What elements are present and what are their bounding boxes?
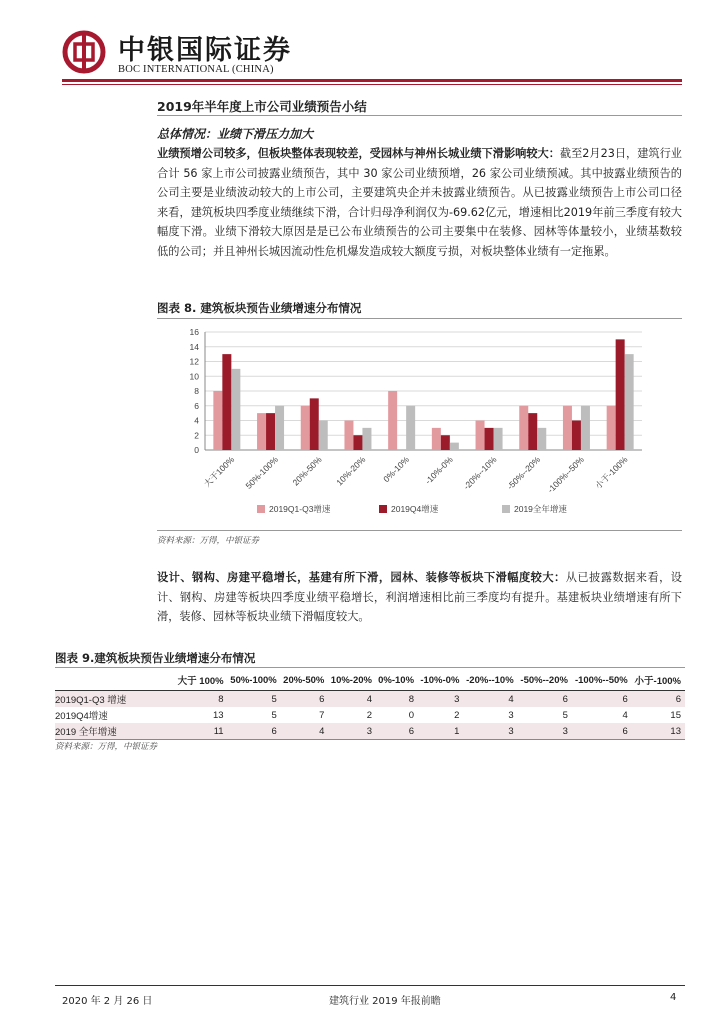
bar-q1q3 [476, 421, 485, 451]
table-cell: 4 [366, 693, 372, 705]
section-title: 2019年半年度上市公司业绩预告小结 [157, 99, 367, 114]
table-cell: 6 [562, 693, 568, 705]
table-header-cell: 50%-100% [230, 674, 277, 686]
figure8-bar-chart [157, 322, 682, 527]
x-category-label: 50%-100% [243, 454, 280, 491]
table-cell: 6 [675, 693, 681, 705]
table-cell: 6 [408, 725, 415, 737]
table-header-cell: -10%-0% [420, 674, 460, 686]
bar-full-year [231, 369, 240, 450]
y-tick-label: 4 [194, 415, 199, 426]
table-header-cell: -100%--50% [574, 674, 628, 686]
x-category-label: -10%-0% [422, 454, 455, 487]
chart-legend [257, 504, 567, 514]
bar-q1q3 [519, 406, 528, 450]
bar-q4 [441, 435, 450, 450]
bar-q1q3 [344, 421, 353, 451]
bar-q1q3 [213, 391, 222, 450]
y-tick-label: 12 [189, 356, 199, 367]
y-tick-label: 8 [194, 386, 199, 396]
bar-q4 [222, 354, 231, 450]
table-cell: 15 [670, 709, 681, 721]
table-cell: 2 [454, 709, 460, 721]
bar-full-year [362, 428, 371, 450]
chart-x-axis [202, 454, 630, 495]
bar-q1q3 [257, 413, 266, 450]
legend-swatch [502, 505, 510, 513]
figure8-top-rule [157, 318, 682, 319]
table-header-cell: 10%-20% [330, 674, 372, 686]
table-cell: 8 [408, 693, 415, 705]
table-row [55, 691, 685, 708]
figure8-source: 资料来源：万得，中银证券 [157, 536, 260, 546]
y-tick-label: 0 [194, 445, 199, 455]
bar-full-year [625, 354, 634, 450]
paragraph-segments-body: 从已披露数据来看，设计、钢构、房建等板块四季度业绩平稳增长，利润增速相比前三季度均有提升。基建板块业绩增速有所下滑，装修、园林等板块业绩下滑幅度较大。 [157, 571, 682, 623]
table-cell: 3 [454, 693, 460, 705]
table-header-row [55, 670, 685, 691]
table-cell: 6 [622, 693, 628, 705]
bar-q1q3 [432, 428, 441, 450]
footer-report-title: 建筑行业 2019 年报前瞻 [329, 996, 441, 1007]
paragraph-segments-lead: 设计、钢构、房建平稳增长，基建有所下滑，园林、装修等板块下滑幅度较大： [157, 571, 566, 584]
legend-swatch [379, 505, 387, 513]
bar-full-year [319, 421, 328, 451]
header-divider [62, 79, 682, 82]
bar-q4 [353, 435, 362, 450]
table-cell: 5 [271, 709, 277, 721]
bar-q4 [616, 339, 625, 450]
legend-swatch [257, 505, 265, 513]
table-cell: 13 [670, 725, 681, 737]
y-tick-label: 6 [194, 400, 199, 411]
table-cell: 4 [622, 709, 628, 721]
table-cell: 5 [271, 693, 277, 705]
table-cell: 2 [366, 709, 372, 721]
y-tick-label: 16 [189, 327, 199, 337]
bar-q4 [572, 421, 581, 451]
table-header-cell: -50%--20% [520, 674, 568, 686]
boc-logo-icon [62, 30, 106, 74]
legend-label: 2019全年增速 [514, 504, 567, 514]
table-header-cell: 大于 100% [177, 676, 224, 687]
table-cell: 5 [562, 709, 568, 721]
bar-q4 [310, 398, 319, 450]
bar-full-year [406, 406, 415, 450]
table-row [55, 707, 685, 723]
paragraph-overview-lead: 业绩预增公司较多，但板块整体表现较差，受园林与神州长城业绩下滑影响较大： [157, 147, 560, 160]
y-tick-label: 2 [194, 430, 199, 441]
bar-q4 [485, 428, 494, 450]
figure9-top-rule [55, 667, 685, 668]
logo-chinese: 中银国际证券 [118, 35, 292, 66]
bar-q1q3 [388, 391, 397, 450]
figure8-title: 图表 8. 建筑板块预告业绩增速分布情况 [157, 301, 362, 315]
bar-q1q3 [607, 406, 616, 450]
y-tick-label: 14 [189, 341, 199, 352]
y-tick-label: 10 [189, 371, 199, 382]
table-cell: 6 [271, 725, 277, 737]
x-category-label: 小于-100% [593, 454, 630, 491]
x-category-label: 10%-20% [334, 454, 368, 488]
table-cell: 3 [562, 725, 568, 737]
footer-date: 2020 年 2 月 26 日 [62, 996, 153, 1007]
table-header-cell: 小于-100% [634, 676, 681, 687]
figure9-title: 图表 9.建筑板块预告业绩增速分布情况 [55, 651, 256, 665]
bar-q1q3 [301, 406, 310, 450]
table-cell: 6 [622, 725, 628, 737]
header-divider-thin [62, 84, 682, 85]
bar-full-year [275, 406, 284, 450]
footer-page-number: 4 [670, 992, 677, 1003]
table-cell: 0 [408, 709, 415, 721]
table-row-label: 2019Q1-Q3 增速 [55, 695, 127, 706]
bar-q1q3 [563, 406, 572, 450]
paragraph-overview [157, 144, 682, 261]
logo-english: BOC INTERNATIONAL (CHINA) [118, 64, 274, 75]
table-cell: 3 [508, 725, 514, 737]
table-corner [55, 670, 175, 691]
bar-full-year [494, 428, 503, 450]
x-category-label: -20%--10% [461, 454, 499, 492]
bar-full-year [450, 443, 459, 450]
table-cell: 8 [218, 693, 224, 705]
table-row-label: 2019 全年增速 [55, 727, 117, 738]
figure9-source: 资料来源：万得，中银证券 [55, 742, 158, 752]
table-cell: 4 [319, 725, 325, 737]
table-cell: 3 [366, 725, 372, 737]
table-row [55, 723, 685, 740]
legend-label: 2019Q1-Q3增速 [269, 504, 331, 514]
chart-bars [213, 339, 633, 450]
x-category-label: -50%--20% [505, 454, 543, 492]
bar-full-year [537, 428, 546, 450]
table-cell: 11 [213, 725, 224, 737]
paragraph-segments [157, 568, 682, 627]
table-header-cell: -20%--10% [466, 674, 514, 686]
x-category-label: 20%-50% [290, 454, 324, 488]
bar-q4 [528, 413, 537, 450]
footer-rule [55, 985, 685, 986]
figure8-bottom-rule [157, 530, 682, 531]
bar-full-year [581, 406, 590, 450]
x-category-label: -100%--50% [545, 454, 586, 495]
x-category-label: 大于100% [201, 454, 237, 489]
table-cell: 13 [213, 709, 224, 721]
legend-label: 2019Q4增速 [391, 504, 439, 514]
paragraph-overview-body: 截至2月23日，建筑行业合计 56 家上市公司披露业绩预告，其中 30 家公司业绩预增，26 家公司业绩预减。其中披露业绩预告的公司主要是业绩波动较大的上市公司，主要建筑央企并未披露业绩预告。从已披露业绩预告上市公司口径来看，建筑板块四季度业绩继续下滑，合计归母净利润仅为-69.62亿元，增速相比2019年前三季度有较大幅度下滑。业绩下滑较大原因是是已公布业绩预告的公司主要集中在装修、园林等体量较小，业绩基数较低的公司；并且神州长城因流动性危机爆发造成较大额度亏损，对板块整体业绩有一定拖累。 [157, 147, 682, 258]
table-cell: 6 [319, 693, 325, 705]
table-cell: 4 [508, 693, 514, 705]
table-cell: 1 [454, 725, 460, 737]
table-row-label: 2019Q4增速 [55, 711, 108, 722]
table-cell: 7 [319, 709, 325, 721]
table-header-cell: 0%-10% [378, 674, 415, 686]
figure9-table [55, 670, 685, 740]
table-header-cell: 20%-50% [283, 674, 325, 686]
bar-q4 [266, 413, 275, 450]
chart-y-axis [190, 327, 200, 455]
section-subtitle: 总体情况：业绩下滑压力加大 [157, 127, 314, 141]
section-rule [157, 115, 682, 116]
x-category-label: 0%-10% [381, 454, 412, 485]
table-cell: 3 [508, 709, 514, 721]
